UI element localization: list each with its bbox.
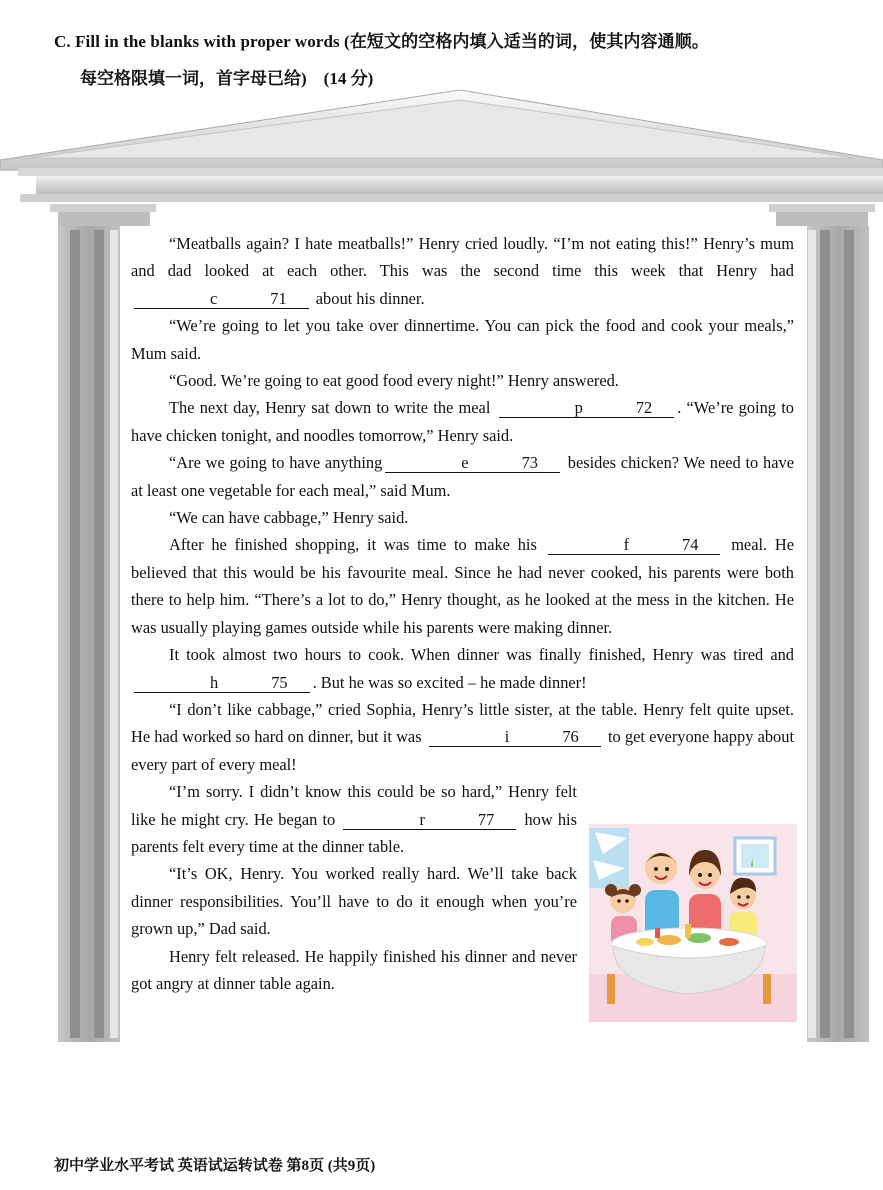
section-heading: C. Fill in the blanks with proper words (在短文的空格内填入适当的词，使其内容通顺。 [54,32,709,51]
section-instruction: 每空格限填一词，首字母已给) (14 分) [80,69,374,88]
paragraph-8: It took almost two hours to cook. When dinner was finally finished, Henry was tired and h 75 . But he was so excited – he made dinner! [131,641,794,696]
page-footer: 初中学业水平考试 英语试运转试卷 第8页 (共9页) [54,1158,376,1174]
window-icon [589,828,629,888]
paragraph-6: “We can have cabbage,” Henry said. [169,508,409,528]
blank-75[interactable]: h 75 [134,674,310,693]
paragraphs-beside-image [131,778,577,997]
paragraph-3: “Good. We’re going to eat good food every night!” Henry answered. [169,371,619,391]
blank-72[interactable]: p 72 [499,399,675,418]
paragraph-11: “It’s OK, Henry. You worked really hard. We’ll take back dinner responsibilities. You’ll have to do it enough when you’re grown up,” Dad said. [131,864,577,939]
blank-73[interactable]: e 73 [385,454,560,473]
paragraph-2: “We’re going to let you take over dinnertime. You can pick the food and cook your meals,” Mum said. [131,316,794,363]
paragraph-4: The next day, Henry sat down to write the meal p 72 . “We’re going to have chicken tonight, and noodles tomorrow,” Henry said. [131,398,794,445]
paragraph-10: “I’m sorry. I didn’t know this could be so hard,” Henry felt like he might cry. He began to r 77 how his parents felt every time at the dinner table. [131,782,577,856]
family-dinner-illustration [589,824,797,1022]
paragraph-1: “Meatballs again? I hate meatballs!” Henry cried loudly. “I’m not eating this!” Henry’s mum and dad looked at each other. This was the second time this week that Henry hadc 71 about his dinner. [131,234,794,308]
blank-77[interactable]: r 77 [343,811,516,830]
paragraph-5: “Are we going to have anything e 73 besides chicken? We need to have at least one vegetable for each meal,” said Mum. [131,453,794,500]
blank-74[interactable]: f 74 [548,536,721,555]
picture-frame-icon [735,838,775,874]
pediment-roof [0,90,883,202]
blank-71[interactable]: c 71 [134,290,309,309]
paragraph-12: Henry felt released. He happily finished his dinner and never got angry at dinner table again. [131,946,577,993]
paragraph-9: “I don’t like cabbage,” cried Sophia, Henry’s little sister, at the table. Henry felt quite upset. He had worked so hard on dinner, but it was i 76 to get everyone happy about every part of every meal! [131,699,794,774]
paragraph-7: After he finished shopping, it was time to make his f 74 meal. He believed that this would be his favourite meal. Since he had never cooked, his parents were both there to help him. “There’s a lot to do,” Henry thought, as he looked at the mess in the kitchen. He was usually playing games outside while his parents were making dinner. [131,535,794,637]
blank-76[interactable]: i 76 [429,728,601,747]
dad-figure [645,852,679,940]
